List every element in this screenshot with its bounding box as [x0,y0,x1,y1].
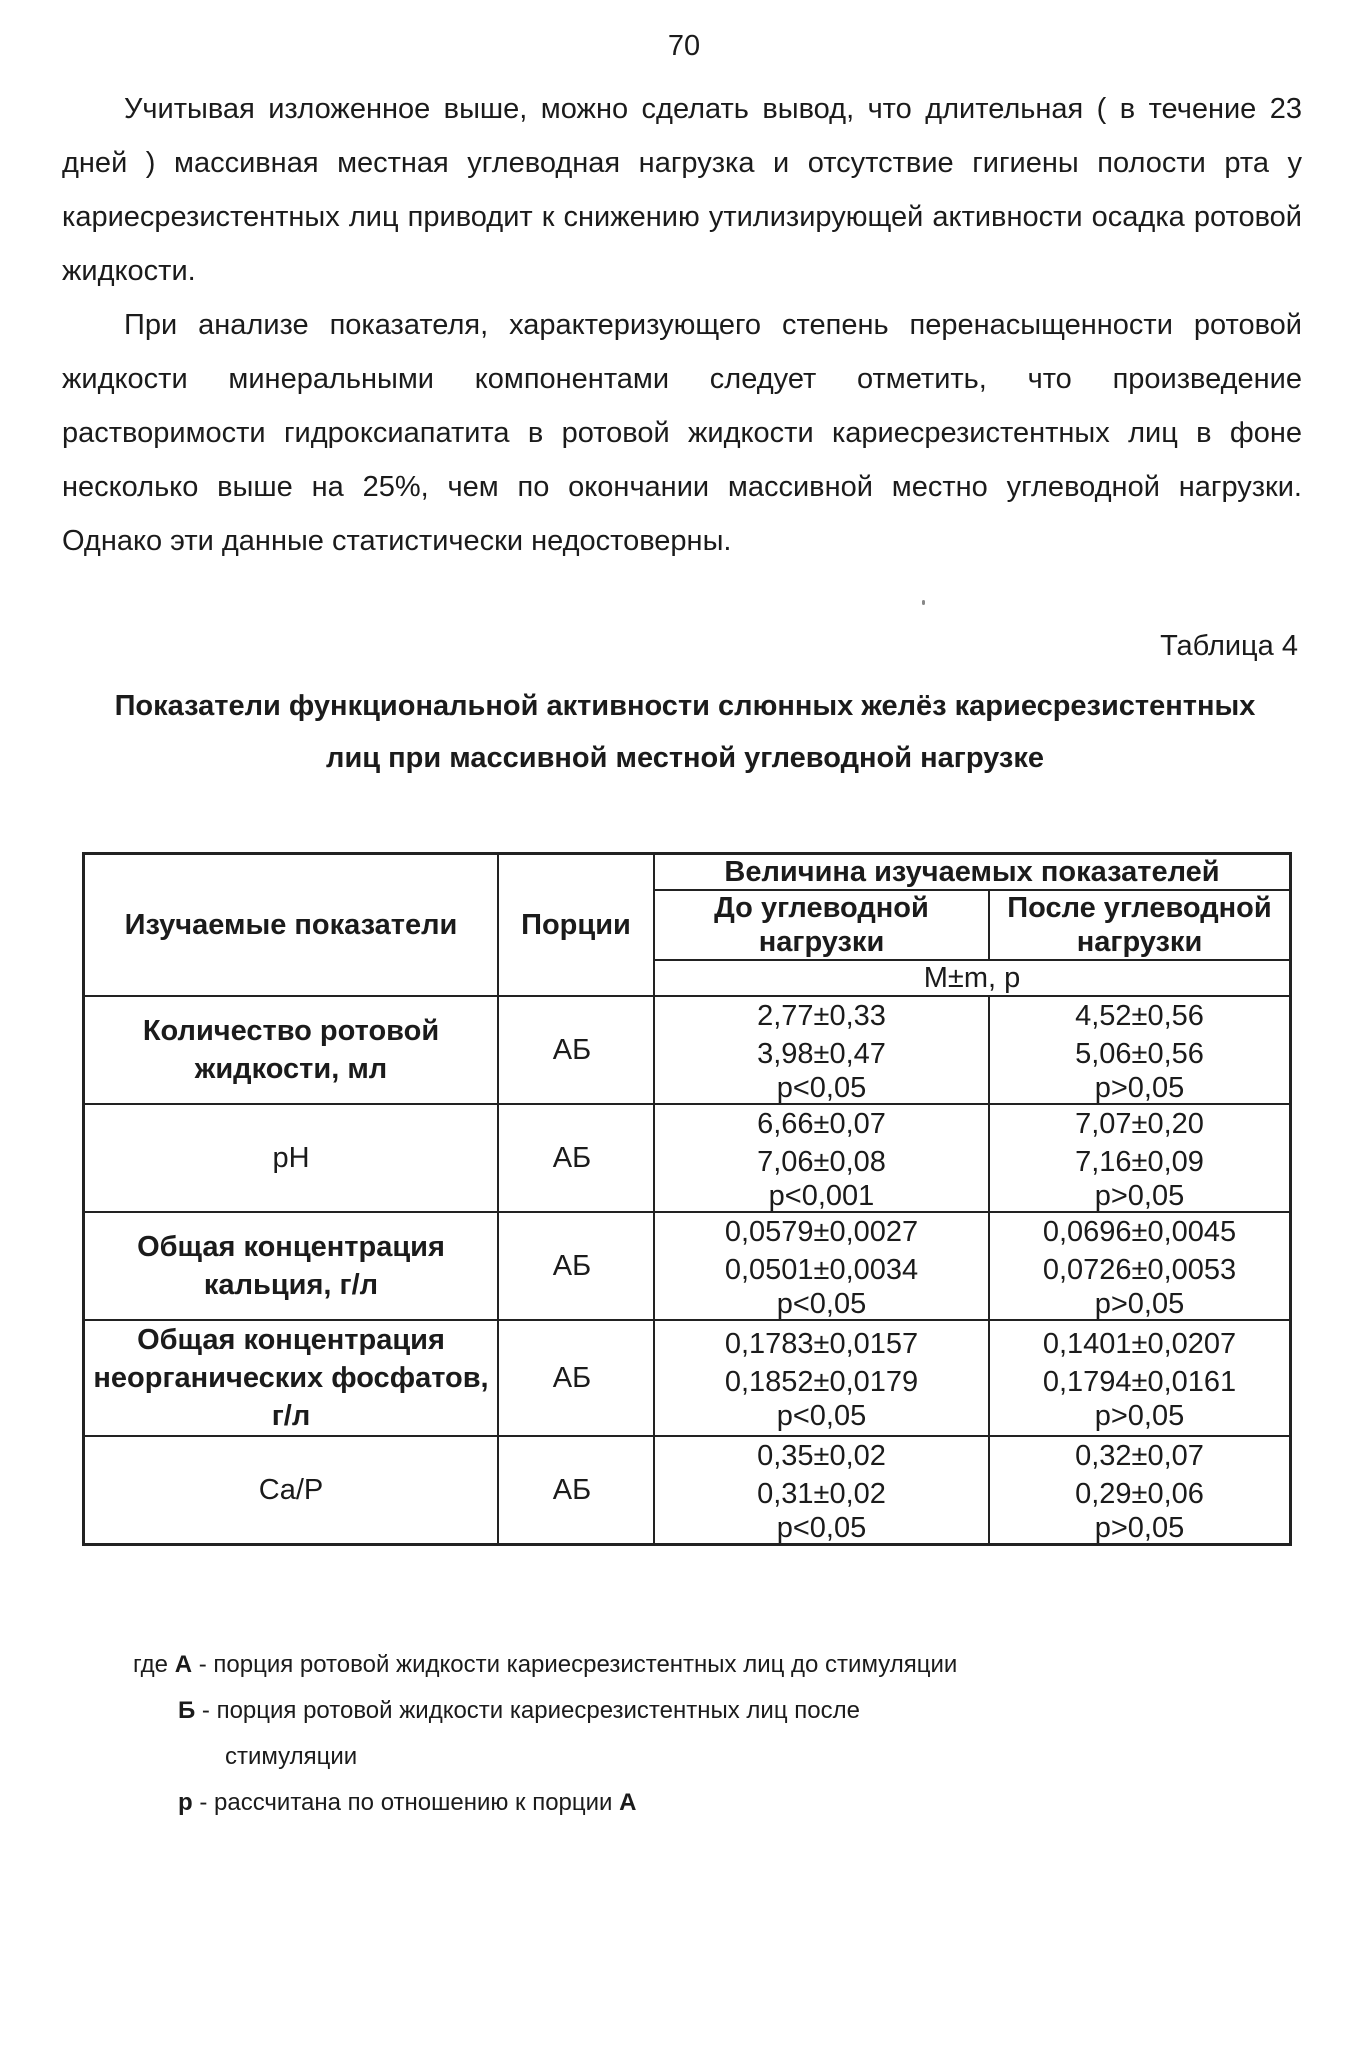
row-before: 0,35±0,02 0,31±0,02 p<0,05 [654,1436,989,1545]
row-after: 0,0696±0,0045 0,0726±0,0053 p>0,05 [989,1212,1291,1320]
body-text [62,82,1302,568]
row-after: 0,1401±0,0207 0,1794±0,0161 p>0,05 [989,1320,1291,1436]
table-row [84,996,1291,1104]
header-row-1 [84,854,1291,891]
row-after: 4,52±0,56 5,06±0,56 p>0,05 [989,996,1291,1104]
row-before: 6,66±0,07 7,06±0,08 p<0,001 [654,1104,989,1212]
data-table [82,852,1292,1546]
table-row [84,1320,1291,1436]
paragraph-1: Учитывая изложенное выше, можно сделать вывод, что длительная ( в течение 23 дней ) массивная местная углеводная нагрузка и отсутствие гигиены полости рта у кариесрезистентных лиц приводит к снижению утилизирующей активности осадка ротовой жидкости. [62,93,1302,287]
footnote-b-continued: стимуляции [225,1743,358,1770]
row-before: 0,1783±0,0157 0,1852±0,0179 p<0,05 [654,1320,989,1436]
row-name: Ca/P [84,1436,499,1545]
header-portions: Порции [498,854,654,997]
row-before: 0,0579±0,0027 0,0501±0,0034 p<0,05 [654,1212,989,1320]
row-after: 7,07±0,20 7,16±0,09 p>0,05 [989,1104,1291,1212]
paragraph-2: При анализе показателя, характеризующего степень перенасыщенности ротовой жидкости минеральными компонентами следует отметить, что произведение растворимости гидроксиапатита в ротовой жидкости кариесрезистентных лиц в фоне несколько выше на 25%, чем по окончании массивной местно углеводной нагрузки. Однако эти данные статистически недостоверны. [62,309,1302,557]
header-stat: M±m, p [654,960,1291,996]
page-number: 70 [667,30,701,62]
footnote-b: Б - порция ротовой жидкости кариесрезистентных лиц после [178,1697,860,1724]
footnote-p: р - рассчитана по отношению к порции А [178,1789,637,1816]
footnotes [133,1642,957,1826]
row-portions: АБ [498,1436,654,1545]
row-name: Общая концентрация кальция, г/л [84,1212,499,1320]
row-portions: АБ [498,1320,654,1436]
scan-speck [922,600,925,605]
row-portions: АБ [498,1104,654,1212]
header-before: До углеводной нагрузки [654,890,989,960]
header-group: Величина изучаемых показателей [654,854,1291,891]
row-name: pH [84,1104,499,1212]
row-portions: АБ [498,1212,654,1320]
footnote-a: где А - порция ротовой жидкости кариесрезистентных лиц до стимуляции [133,1651,958,1678]
header-indicator: Изучаемые показатели [84,854,499,997]
table-row [84,1436,1291,1545]
table-row [84,1104,1291,1212]
table-row [84,1212,1291,1320]
row-before: 2,77±0,33 3,98±0,47 p<0,05 [654,996,989,1104]
row-after: 0,32±0,07 0,29±0,06 p>0,05 [989,1436,1291,1545]
row-portions: АБ [498,996,654,1104]
table-title: Показатели функциональной активности слюнных желёз кариесрезистентных лиц при массивной местной углеводной нагрузке [114,690,1256,774]
row-name: Общая концентрация неорганических фосфатов, г/л [84,1320,499,1436]
header-after: После углеводной нагрузки [989,890,1291,960]
table-caption: Таблица 4 [1160,630,1298,662]
row-name: Количество ротовой жидкости, мл [84,996,499,1104]
